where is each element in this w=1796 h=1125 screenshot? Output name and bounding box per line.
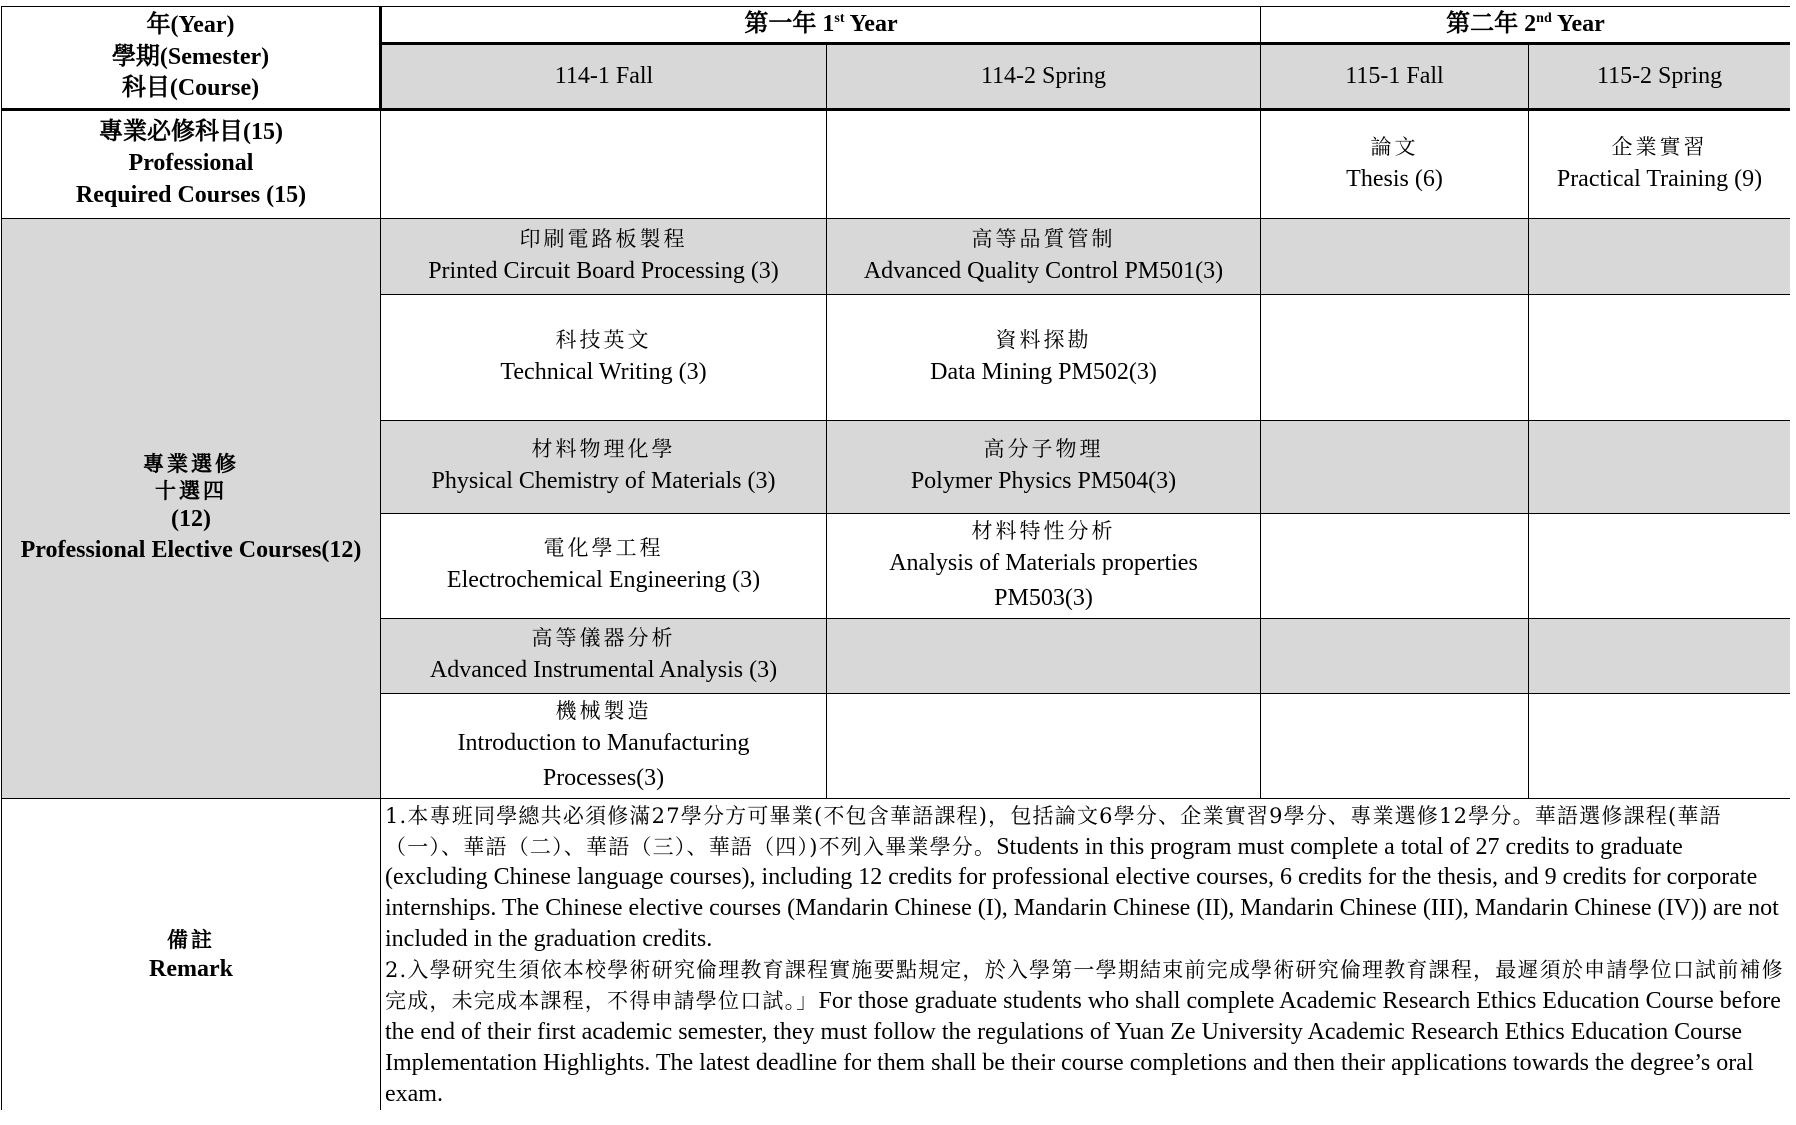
required-courses-label-cell — [2, 109, 381, 218]
corner-course-label: 科目(Course) — [121, 74, 260, 101]
course-name-zh: 資料探勘 — [995, 327, 1092, 352]
empty-cell — [827, 693, 1261, 798]
elective-row — [2, 218, 1791, 294]
remark-label-en: Remark — [149, 955, 233, 982]
curriculum-table — [1, 6, 1790, 1110]
course-cell — [381, 420, 827, 513]
course-cell — [827, 218, 1261, 294]
remark-p1-en: Students in this program must complete a total of 27 credits to graduate (excluding Chinese language courses), including 12 credits for professional elective courses, 6 credits for the thesis, and 9 credits for corporate internships. The Chinese elective courses (Mandarin Chinese (I), Mandarin Chinese (II), Mandarin Chinese (III), Mandarin Chinese (IV)) are not included in the graduation credits. — [385, 833, 1779, 953]
course-name-en: Electrochemical Engineering (3) — [446, 567, 761, 594]
course-name-zh: 高分子物理 — [983, 437, 1104, 462]
course-name-zh: 機械製造 — [555, 698, 652, 723]
course-name-en: Advanced Quality Control PM501(3) — [863, 257, 1224, 284]
practical-training-course-cell — [1529, 109, 1791, 218]
remark-p2-en: For those graduate students who shall complete Academic Research Ethics Education Course before the end of their first academic semester, they must follow the regulations of Yuan Ze University Academic Research Ethics Education Course Implementation Highlights. The latest deadline for them shall be their course completions and then their applications towards the degree’s oral exam. — [385, 988, 1781, 1108]
semester-115-2-header: 115-2 Spring — [1529, 43, 1791, 109]
empty-cell — [1261, 513, 1529, 618]
corner-header-cell — [2, 7, 381, 110]
remark-label-cell — [2, 798, 381, 1110]
required-label-zh: 專業必修科目(15) — [99, 119, 283, 146]
course-code: PM503(3) — [994, 584, 1093, 611]
empty-cell — [1261, 218, 1529, 294]
empty-cell — [1529, 513, 1791, 618]
semester-115-1-header: 115-1 Fall — [1261, 43, 1529, 109]
course-name-zh: 科技英文 — [555, 327, 652, 352]
semester-114-1-header: 114-1 Fall — [381, 43, 827, 109]
empty-cell — [1261, 618, 1529, 693]
semester-114-2-header: 114-2 Spring — [827, 43, 1261, 109]
year2-header: 第二年 2nd Year — [1261, 7, 1791, 44]
course-cell — [381, 294, 827, 420]
course-cell — [381, 618, 827, 693]
course-name-zh: 電化學工程 — [543, 536, 664, 561]
empty-cell — [1261, 294, 1529, 420]
required-label-en2: Required Courses (15) — [75, 181, 307, 208]
corner-year-label: 年(Year) — [146, 12, 235, 39]
course-cell — [381, 513, 827, 618]
course-name-en: Data Mining PM502(3) — [930, 358, 1157, 385]
empty-cell — [1529, 693, 1791, 798]
elective-label-zh1: 專業選修 — [143, 450, 239, 476]
remark-p1-zh: 1.本專班同學總共必須修滿27學分方可畢業(不包含華語課程)，包括論文6學分、企業實習9學分、專業選修12學分。華語選修課程(華語（一）、華語（二）、華語（三）、華語（四）)不列入畢業學分。 — [385, 803, 1722, 859]
elective-label-num: (12) — [171, 506, 211, 533]
course-name-zh: 材料物理化學 — [531, 437, 676, 462]
empty-cell — [1529, 218, 1791, 294]
remark-p2-zh: 2.入學研究生須依本校學術研究倫理教育課程實施要點規定，於入學第一學期結束前完成學術研究倫理教育課程，最遲須於申請學位口試前補修完成，未完成本課程，不得申請學位口試。」 — [385, 958, 1784, 1014]
course-name-zh: 高等品質管制 — [971, 226, 1116, 251]
empty-cell — [1529, 294, 1791, 420]
training-name-zh: 企業實習 — [1611, 134, 1708, 159]
course-cell — [827, 420, 1261, 513]
remark-row — [2, 798, 1791, 1110]
course-name-en-cont: Processes(3) — [542, 764, 665, 791]
remark-paragraph-2 — [385, 955, 1786, 1110]
empty-cell — [1261, 693, 1529, 798]
corner-semester-label: 學期(Semester) — [111, 43, 270, 70]
remark-label-zh: 備註 — [167, 927, 215, 953]
course-cell — [827, 513, 1261, 618]
curriculum-table-wrapper — [1, 6, 1790, 1110]
thesis-name-zh: 論文 — [1370, 134, 1419, 159]
course-cell — [827, 294, 1261, 420]
course-name-en: Polymer Physics PM504(3) — [910, 468, 1177, 495]
required-114-2-cell — [827, 109, 1261, 218]
empty-cell — [1529, 420, 1791, 513]
remark-paragraph-1 — [385, 801, 1786, 956]
course-name-zh: 材料特性分析 — [971, 518, 1116, 543]
year-header-row — [2, 7, 1791, 44]
course-name-zh: 高等儀器分析 — [531, 626, 676, 651]
required-courses-row — [2, 109, 1791, 218]
course-name-en: Printed Circuit Board Processing (3) — [428, 257, 779, 284]
course-name-zh: 印刷電路板製程 — [519, 226, 688, 251]
required-114-1-cell — [381, 109, 827, 218]
empty-cell — [1261, 420, 1529, 513]
course-cell — [381, 693, 827, 798]
required-label-en1: Professional — [128, 150, 254, 177]
course-name-en: Analysis of Materials properties — [889, 550, 1198, 577]
course-cell — [381, 218, 827, 294]
empty-cell — [827, 618, 1261, 693]
course-name-en: Advanced Instrumental Analysis (3) — [429, 657, 778, 684]
course-name-en: Physical Chemistry of Materials (3) — [431, 468, 776, 495]
thesis-course-cell — [1261, 109, 1529, 218]
year1-header: 第一年 1st Year — [381, 7, 1261, 44]
elective-label-zh2: 十選四 — [155, 477, 227, 503]
elective-label-en: Professional Elective Courses(12) — [20, 537, 362, 564]
training-name-en: Practical Training (9) — [1556, 165, 1763, 192]
elective-courses-label-cell — [2, 218, 381, 798]
course-name-en: Introduction to Manufacturing — [457, 730, 750, 757]
empty-cell — [1529, 618, 1791, 693]
thesis-name-en: Thesis (6) — [1346, 165, 1443, 192]
remark-text-cell — [381, 798, 1791, 1110]
course-name-en: Technical Writing (3) — [500, 358, 707, 385]
